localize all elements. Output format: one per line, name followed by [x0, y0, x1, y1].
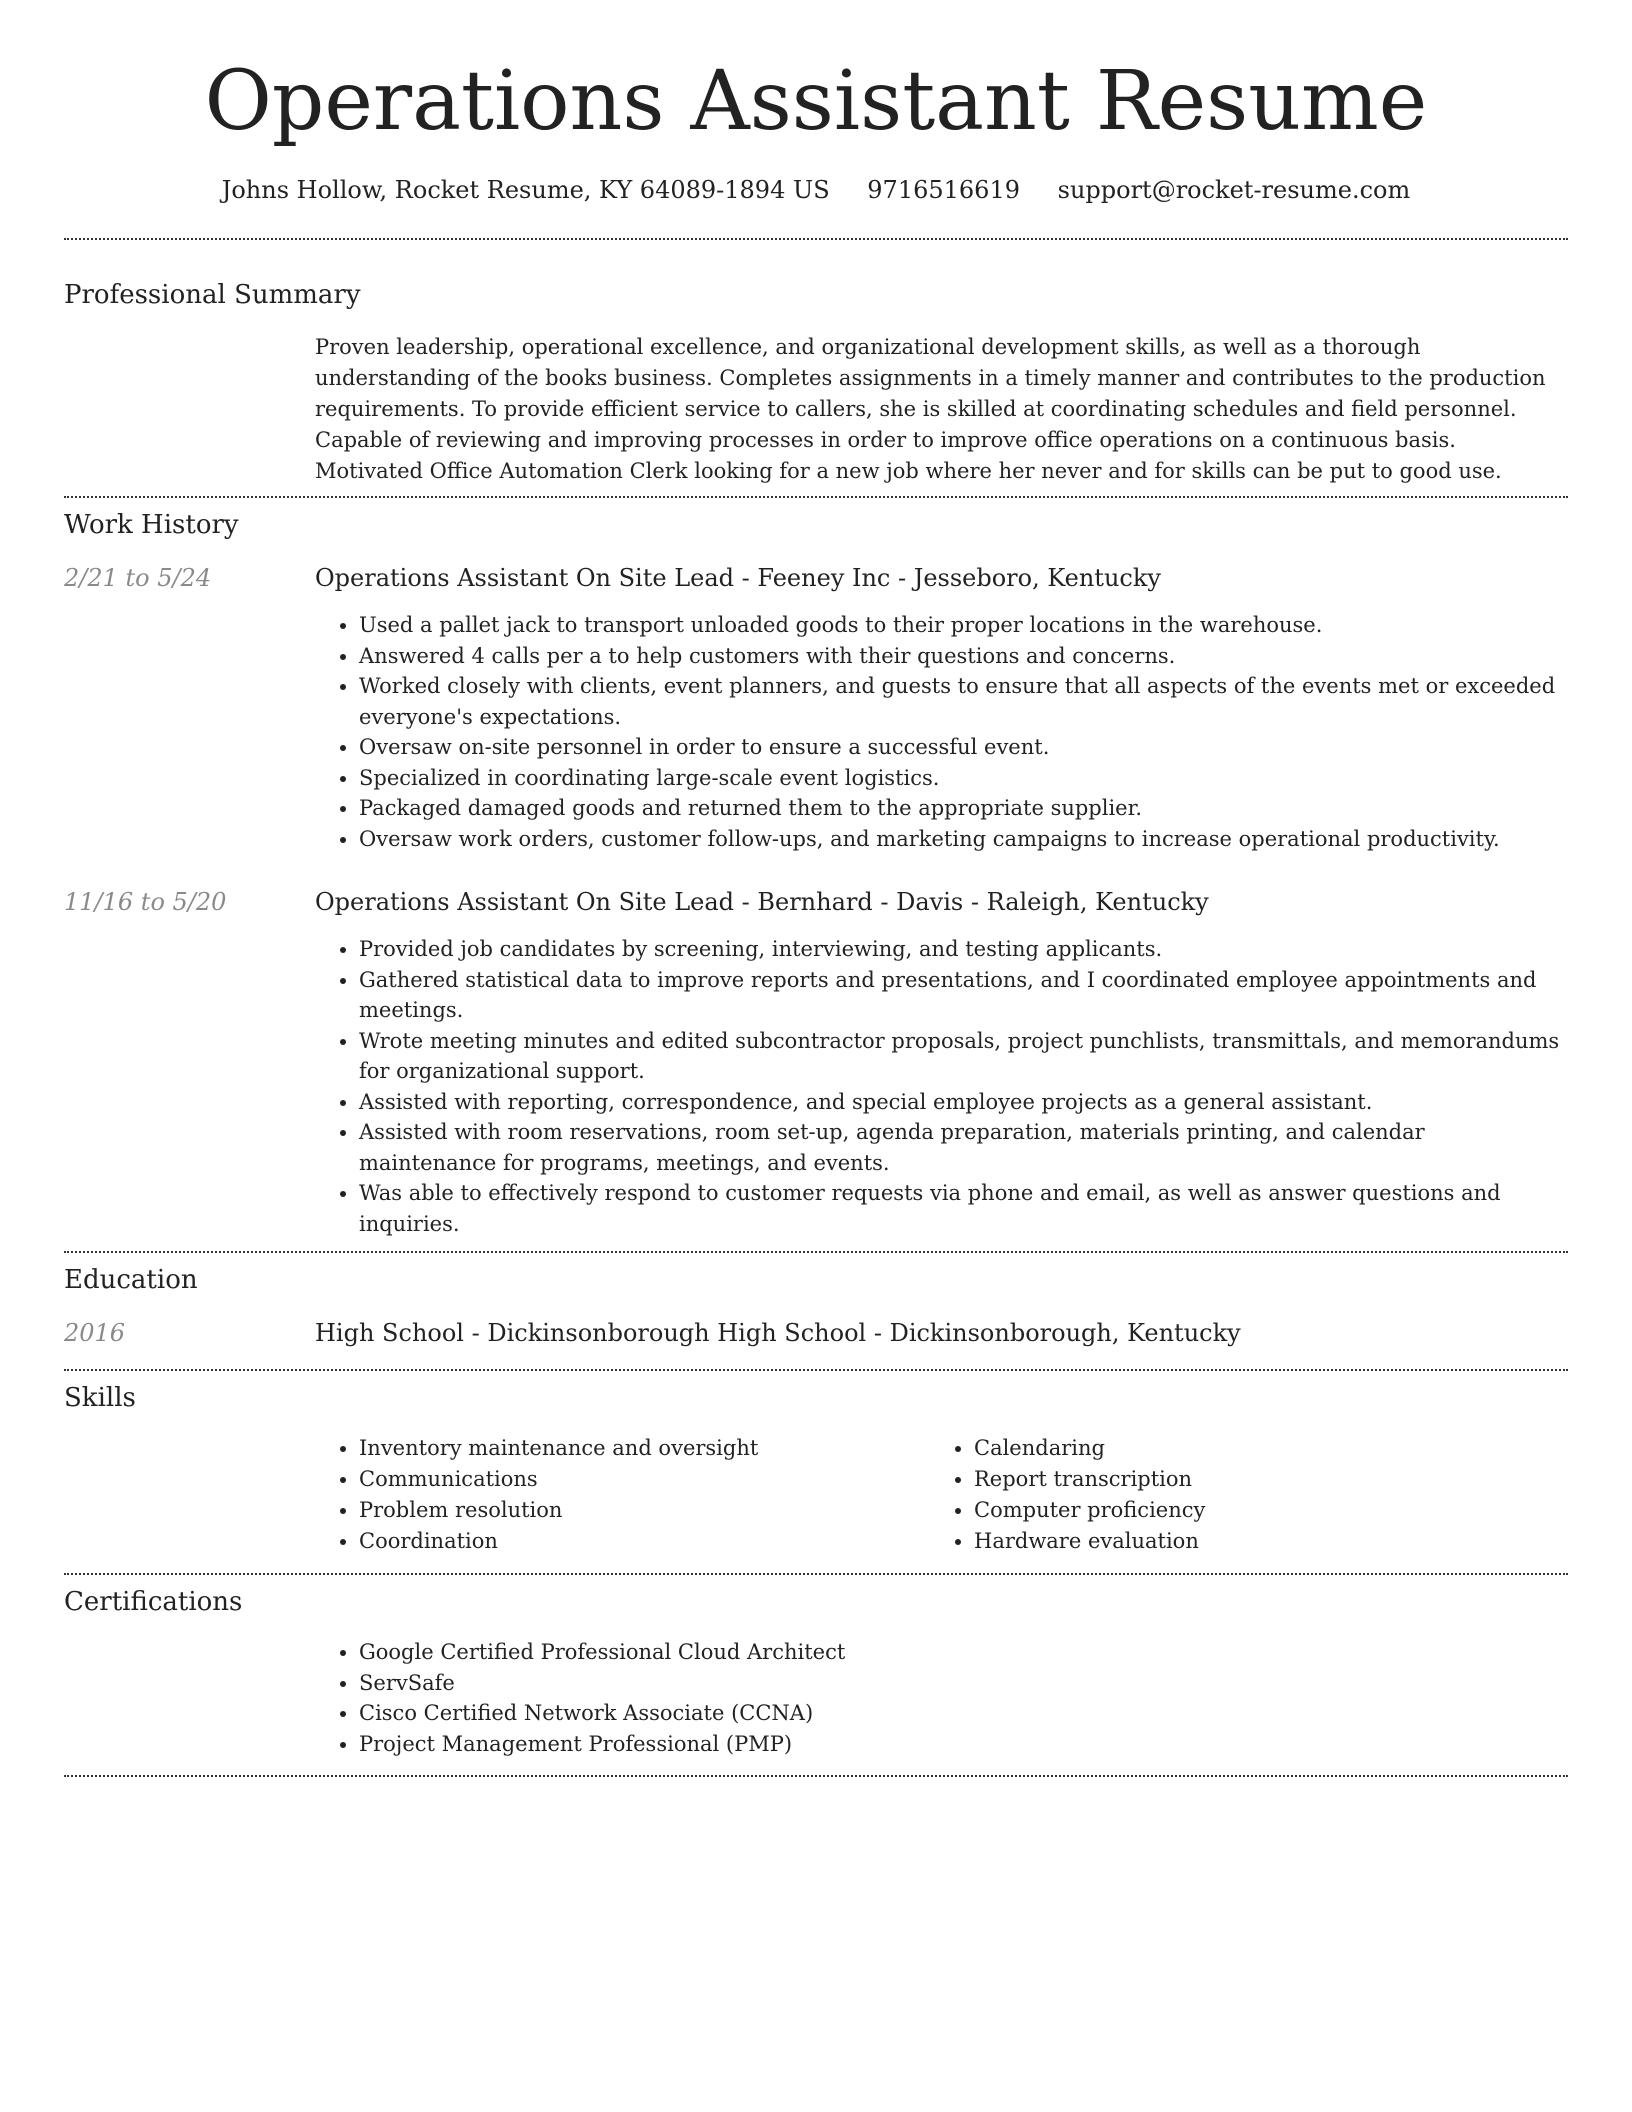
job-entry	[64, 562, 1568, 854]
list-item: • ServSafe	[359, 1668, 1568, 1699]
divider	[64, 496, 1568, 498]
skills-list-right	[930, 1433, 1568, 1557]
work-heading: Work History	[64, 510, 239, 540]
job-entry	[64, 886, 1568, 1239]
page-title: Operations Assistant Resume	[204, 54, 1428, 149]
job-title: Operations Assistant On Site Lead - Bernhard - Davis - Raleigh, Kentucky	[315, 888, 1209, 916]
list-item: • Provided job candidates by screening, interviewing, and testing applicants.	[359, 934, 1568, 965]
education-section	[64, 1263, 1568, 1349]
job-bullets	[315, 934, 1568, 1239]
education-entry	[64, 1317, 1568, 1349]
education-heading: Education	[64, 1265, 198, 1295]
education-year: 2016	[64, 1319, 126, 1347]
contact-email: support@rocket-resume.com	[1057, 176, 1411, 204]
list-item: • Report transcription	[974, 1464, 1568, 1495]
work-section	[64, 508, 1568, 1239]
list-item: • Project Management Professional (PMP)	[359, 1729, 1568, 1760]
list-item: • Gathered statistical data to improve reports and presentations, and I coordinated employee appointments and meetings.	[359, 965, 1568, 1026]
list-item: • Assisted with room reservations, room set-up, agenda preparation, materials printing, and calendar maintenance for programs, meetings, and events.	[359, 1117, 1568, 1178]
skills-section	[64, 1381, 1568, 1557]
list-item: • Coordination	[359, 1526, 930, 1557]
divider	[64, 1251, 1568, 1253]
list-item: • Calendaring	[974, 1433, 1568, 1464]
list-item: • Oversaw on-site personnel in order to ensure a successful event.	[359, 732, 1568, 763]
list-item: • Was able to effectively respond to customer requests via phone and email, as well as answer questions and inquiries.	[359, 1178, 1568, 1239]
job-title: Operations Assistant On Site Lead - Feeney Inc - Jesseboro, Kentucky	[315, 564, 1161, 592]
certifications-list	[315, 1637, 1568, 1759]
job-bullets	[315, 610, 1568, 854]
resume-page	[64, 0, 1568, 1777]
certifications-heading: Certifications	[64, 1587, 243, 1617]
list-item: • Used a pallet jack to transport unloaded goods to their proper locations in the warehouse.	[359, 610, 1568, 641]
list-item: • Oversaw work orders, customer follow-ups, and marketing campaigns to increase operational productivity.	[359, 824, 1568, 855]
divider	[64, 1775, 1568, 1777]
list-item: • Google Certified Professional Cloud Architect	[359, 1637, 1568, 1668]
skills-list-left	[315, 1433, 930, 1557]
list-item: • Problem resolution	[359, 1495, 930, 1526]
list-item: • Packaged damaged goods and returned them to the appropriate supplier.	[359, 793, 1568, 824]
job-dates: 11/16 to 5/20	[64, 888, 227, 916]
certifications-section	[64, 1585, 1568, 1759]
divider	[64, 1573, 1568, 1575]
skills-heading: Skills	[64, 1383, 136, 1413]
contact-address: Johns Hollow, Rocket Resume, KY 64089-1894 US	[221, 176, 830, 204]
list-item: • Hardware evaluation	[974, 1526, 1568, 1557]
list-item: • Computer proficiency	[974, 1495, 1568, 1526]
list-item: • Specialized in coordinating large-scale event logistics.	[359, 763, 1568, 794]
list-item: • Communications	[359, 1464, 930, 1495]
education-title: High School - Dickinsonborough High School - Dickinsonborough, Kentucky	[315, 1319, 1241, 1347]
summary-heading: Professional Summary	[64, 280, 361, 310]
list-item: • Cisco Certified Network Associate (CCNA)	[359, 1698, 1568, 1729]
list-item: • Assisted with reporting, correspondence, and special employee projects as a general assistant.	[359, 1087, 1568, 1118]
skills-grid	[315, 1433, 1568, 1557]
summary-text: Proven leadership, operational excellence, and organizational development skills, as well as a thorough understanding of the books business. Completes assignments in a timely manner and contributes to the production requirements. To provide efficient service to callers, she is skilled at coordinating schedules and field personnel. Capable of reviewing and improving processes in order to improve office operations on a continuous basis. Motivated Office Automation Clerk looking for a new job where her never and for skills can be put to good use.	[315, 335, 1546, 483]
divider	[64, 238, 1568, 240]
job-dates: 2/21 to 5/24	[64, 564, 212, 592]
list-item: • Answered 4 calls per a to help customers with their questions and concerns.	[359, 641, 1568, 672]
list-item: • Worked closely with clients, event planners, and guests to ensure that all aspects of the events met or exceeded everyone's expectations.	[359, 671, 1568, 732]
list-item: • Wrote meeting minutes and edited subcontractor proposals, project punchlists, transmittals, and memorandums for organizational support.	[359, 1026, 1568, 1087]
contact-phone: 9716516619	[867, 176, 1020, 204]
divider	[64, 1369, 1568, 1371]
contact-line	[64, 174, 1568, 206]
summary-section	[64, 278, 1568, 487]
list-item: • Inventory maintenance and oversight	[359, 1433, 930, 1464]
